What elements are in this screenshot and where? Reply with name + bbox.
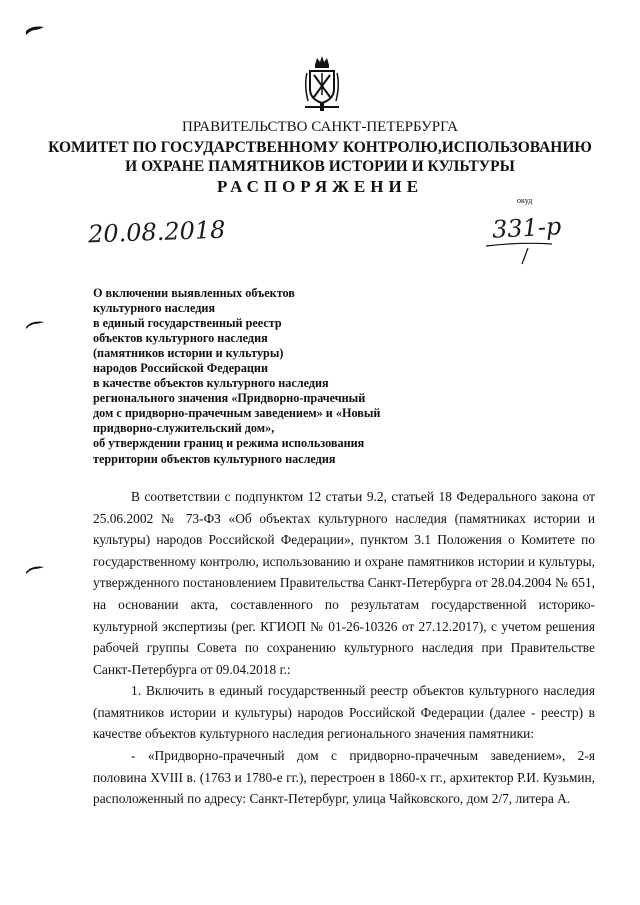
subject-line: (памятников истории и культуры) bbox=[93, 346, 284, 361]
clause-1-paragraph: 1. Включить в единый государственный реестр объектов культурного наследия (памятников истории и культуры) народов Российской Федерации (далее - реестр) в качестве объектов культурного наследия регионального значения памятники: bbox=[93, 683, 595, 742]
okud-label: окуд bbox=[517, 196, 533, 205]
document-type-title: РАСПОРЯЖЕНИЕ bbox=[216, 177, 424, 196]
subject-line: в единый государственный реестр bbox=[93, 316, 282, 331]
subject-line: объектов культурного наследия bbox=[93, 331, 268, 346]
government-name: ПРАВИТЕЛЬСТВО САНКТ-ПЕТЕРБУРГА bbox=[182, 119, 458, 135]
subject-line: дом с придворно-прачечным заведением» и «Новый bbox=[93, 406, 381, 421]
binder-hole-mark-icon bbox=[24, 563, 46, 575]
monument-item-paragraph: - «Придворно-прачечный дом с придворно-прачечным заведением», 2-я половина XVIII в. (1763 и 1780-е гг.), перестроен в 1860-х гг., архитектор Р.И. Кузьмин, расположенный по адресу: Санкт-Петербург, улица Чайковского, дом 2/7, литера А. bbox=[93, 748, 595, 807]
subject-block bbox=[93, 286, 423, 467]
committee-name-line-1: КОМИТЕТ ПО ГОСУДАРСТВЕННОМУ КОНТРОЛЮ,ИСПОЛЬЗОВАНИЮ bbox=[48, 139, 592, 156]
subject-line: об утверждении границ и режима использования bbox=[93, 436, 365, 451]
st-petersburg-coat-of-arms-icon bbox=[303, 55, 341, 113]
subject-line: О включении выявленных объектов bbox=[93, 286, 295, 300]
binder-hole-mark-icon bbox=[24, 24, 46, 36]
binder-hole-mark-icon bbox=[24, 318, 46, 330]
committee-name-line-2: И ОХРАНЕ ПАМЯТНИКОВ ИСТОРИИ И КУЛЬТУРЫ bbox=[125, 158, 515, 175]
subject-line: в качестве объектов культурного наследия bbox=[93, 376, 329, 391]
subject-line: народов Российской Федерации bbox=[93, 361, 268, 376]
subject-line: придворно-служительский дом», bbox=[93, 421, 275, 436]
subject-line: регионального значения «Придворно-прачечный bbox=[93, 391, 366, 406]
handwritten-document-number: 331-р bbox=[491, 212, 562, 244]
handwritten-date: 20.08.2018 bbox=[87, 215, 226, 249]
preamble-paragraph: В соответствии с подпунктом 12 статьи 9.2, статьей 18 Федерального закона от 25.06.2002 № 73-ФЗ «Об объектах культурного наследия (памятниках истории и культуры) народов Российской Федерации», пунктом 3.1 Положения о Комитете по государственному контролю, использованию и охране памятников истории и культуры, утвержденного постановлением Правительства Санкт-Петербурга от 28.04.2004 № 651, на основании акта, составленного по результатам государственной историко-культурной экспертизы (рег. КГИОП № 01-26-10326 от 27.12.2017), с учетом решения рабочей группы Совета по сохранению культурного наследия при Правительстве Санкт-Петербурга от 09.04.2018 г.: bbox=[93, 489, 595, 677]
subject-line: культурного наследия bbox=[93, 301, 216, 316]
subject-line: территории объектов культурного наследия bbox=[93, 451, 336, 466]
number-underline-icon bbox=[484, 236, 554, 266]
